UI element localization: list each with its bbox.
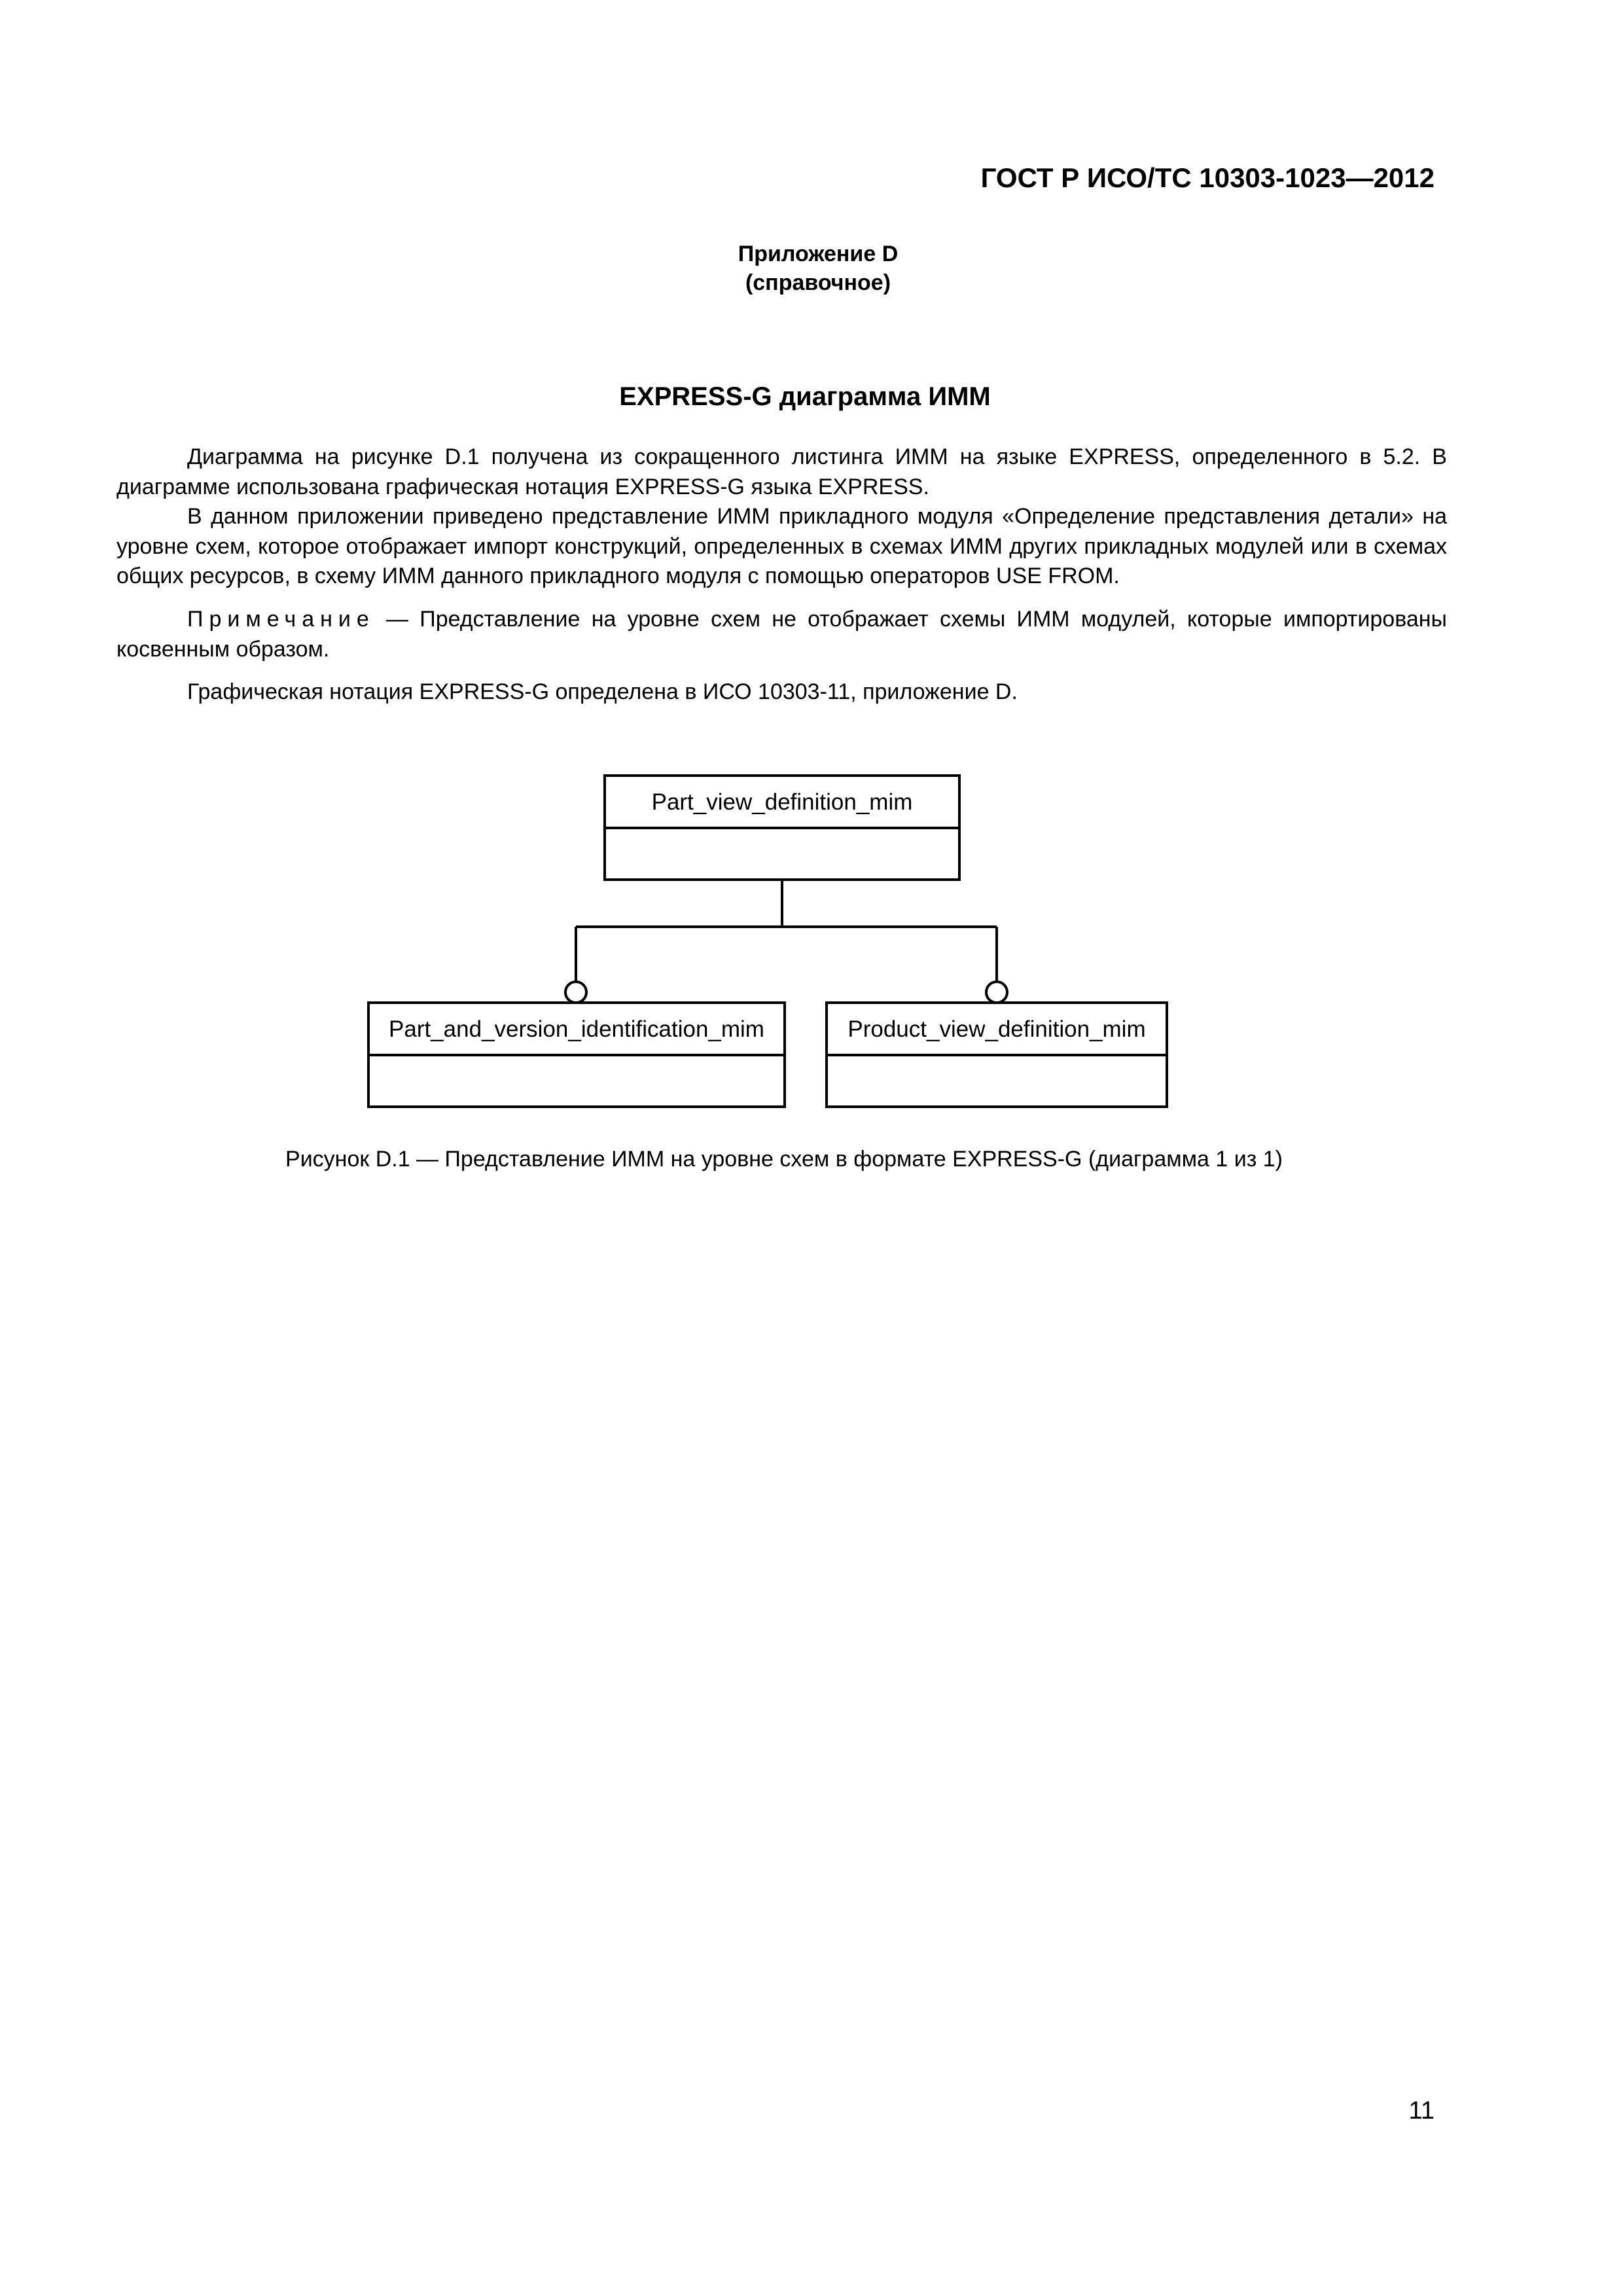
annex-subtitle: (справочное): [745, 270, 891, 295]
right-connector-circle: [986, 982, 1007, 1003]
paragraph-1: Диаграмма на рисунке D.1 получена из сокращенного листинга ИММ на языке EXPRESS, определенного в 5.2. В диаграмме использована графическая нотация EXPRESS-G языка EXPRESS.: [116, 444, 1447, 499]
annex-title: Приложение D: [738, 242, 899, 266]
note-text: — Представление на уровне схем не отображает схемы ИММ модулей, которые импортированы косвенным образом.: [116, 606, 1447, 662]
root-schema-label: Part_view_definition_mim: [651, 789, 913, 815]
note-label: Примечание: [187, 606, 375, 632]
left-connector-circle: [565, 982, 586, 1003]
paragraph-3: Графическая нотация EXPRESS-G определена в ИСО 10303-11, приложение D.: [187, 679, 1018, 705]
page-number: 11: [1408, 2097, 1435, 2125]
figure-caption: [0, 1147, 1623, 1172]
figure-caption-text: Рисунок D.1 — Представление ИММ на уровне схем в формате EXPRESS-G (диаграмма 1 из 1): [285, 1147, 1283, 1172]
left-schema-label: Part_and_version_identification_mim: [389, 1016, 764, 1042]
paragraph-2: В данном приложении приведено представление ИММ прикладного модуля «Определение представления детали» на уровне схем, которое отображает импорт конструкций, определенных в схемах ИММ других прикладных модулей или в схемах общих ресурсов, в схему ИММ данного прикладного модуля с помощью операторов USE FROM.: [116, 504, 1447, 589]
document-standard-header: ГОСТ Р ИСО/ТС 10303-1023—2012: [980, 162, 1435, 193]
section-title-text: EXPRESS-G диаграмма ИММ: [619, 382, 991, 411]
right-schema-label: Product_view_definition_mim: [847, 1016, 1146, 1042]
